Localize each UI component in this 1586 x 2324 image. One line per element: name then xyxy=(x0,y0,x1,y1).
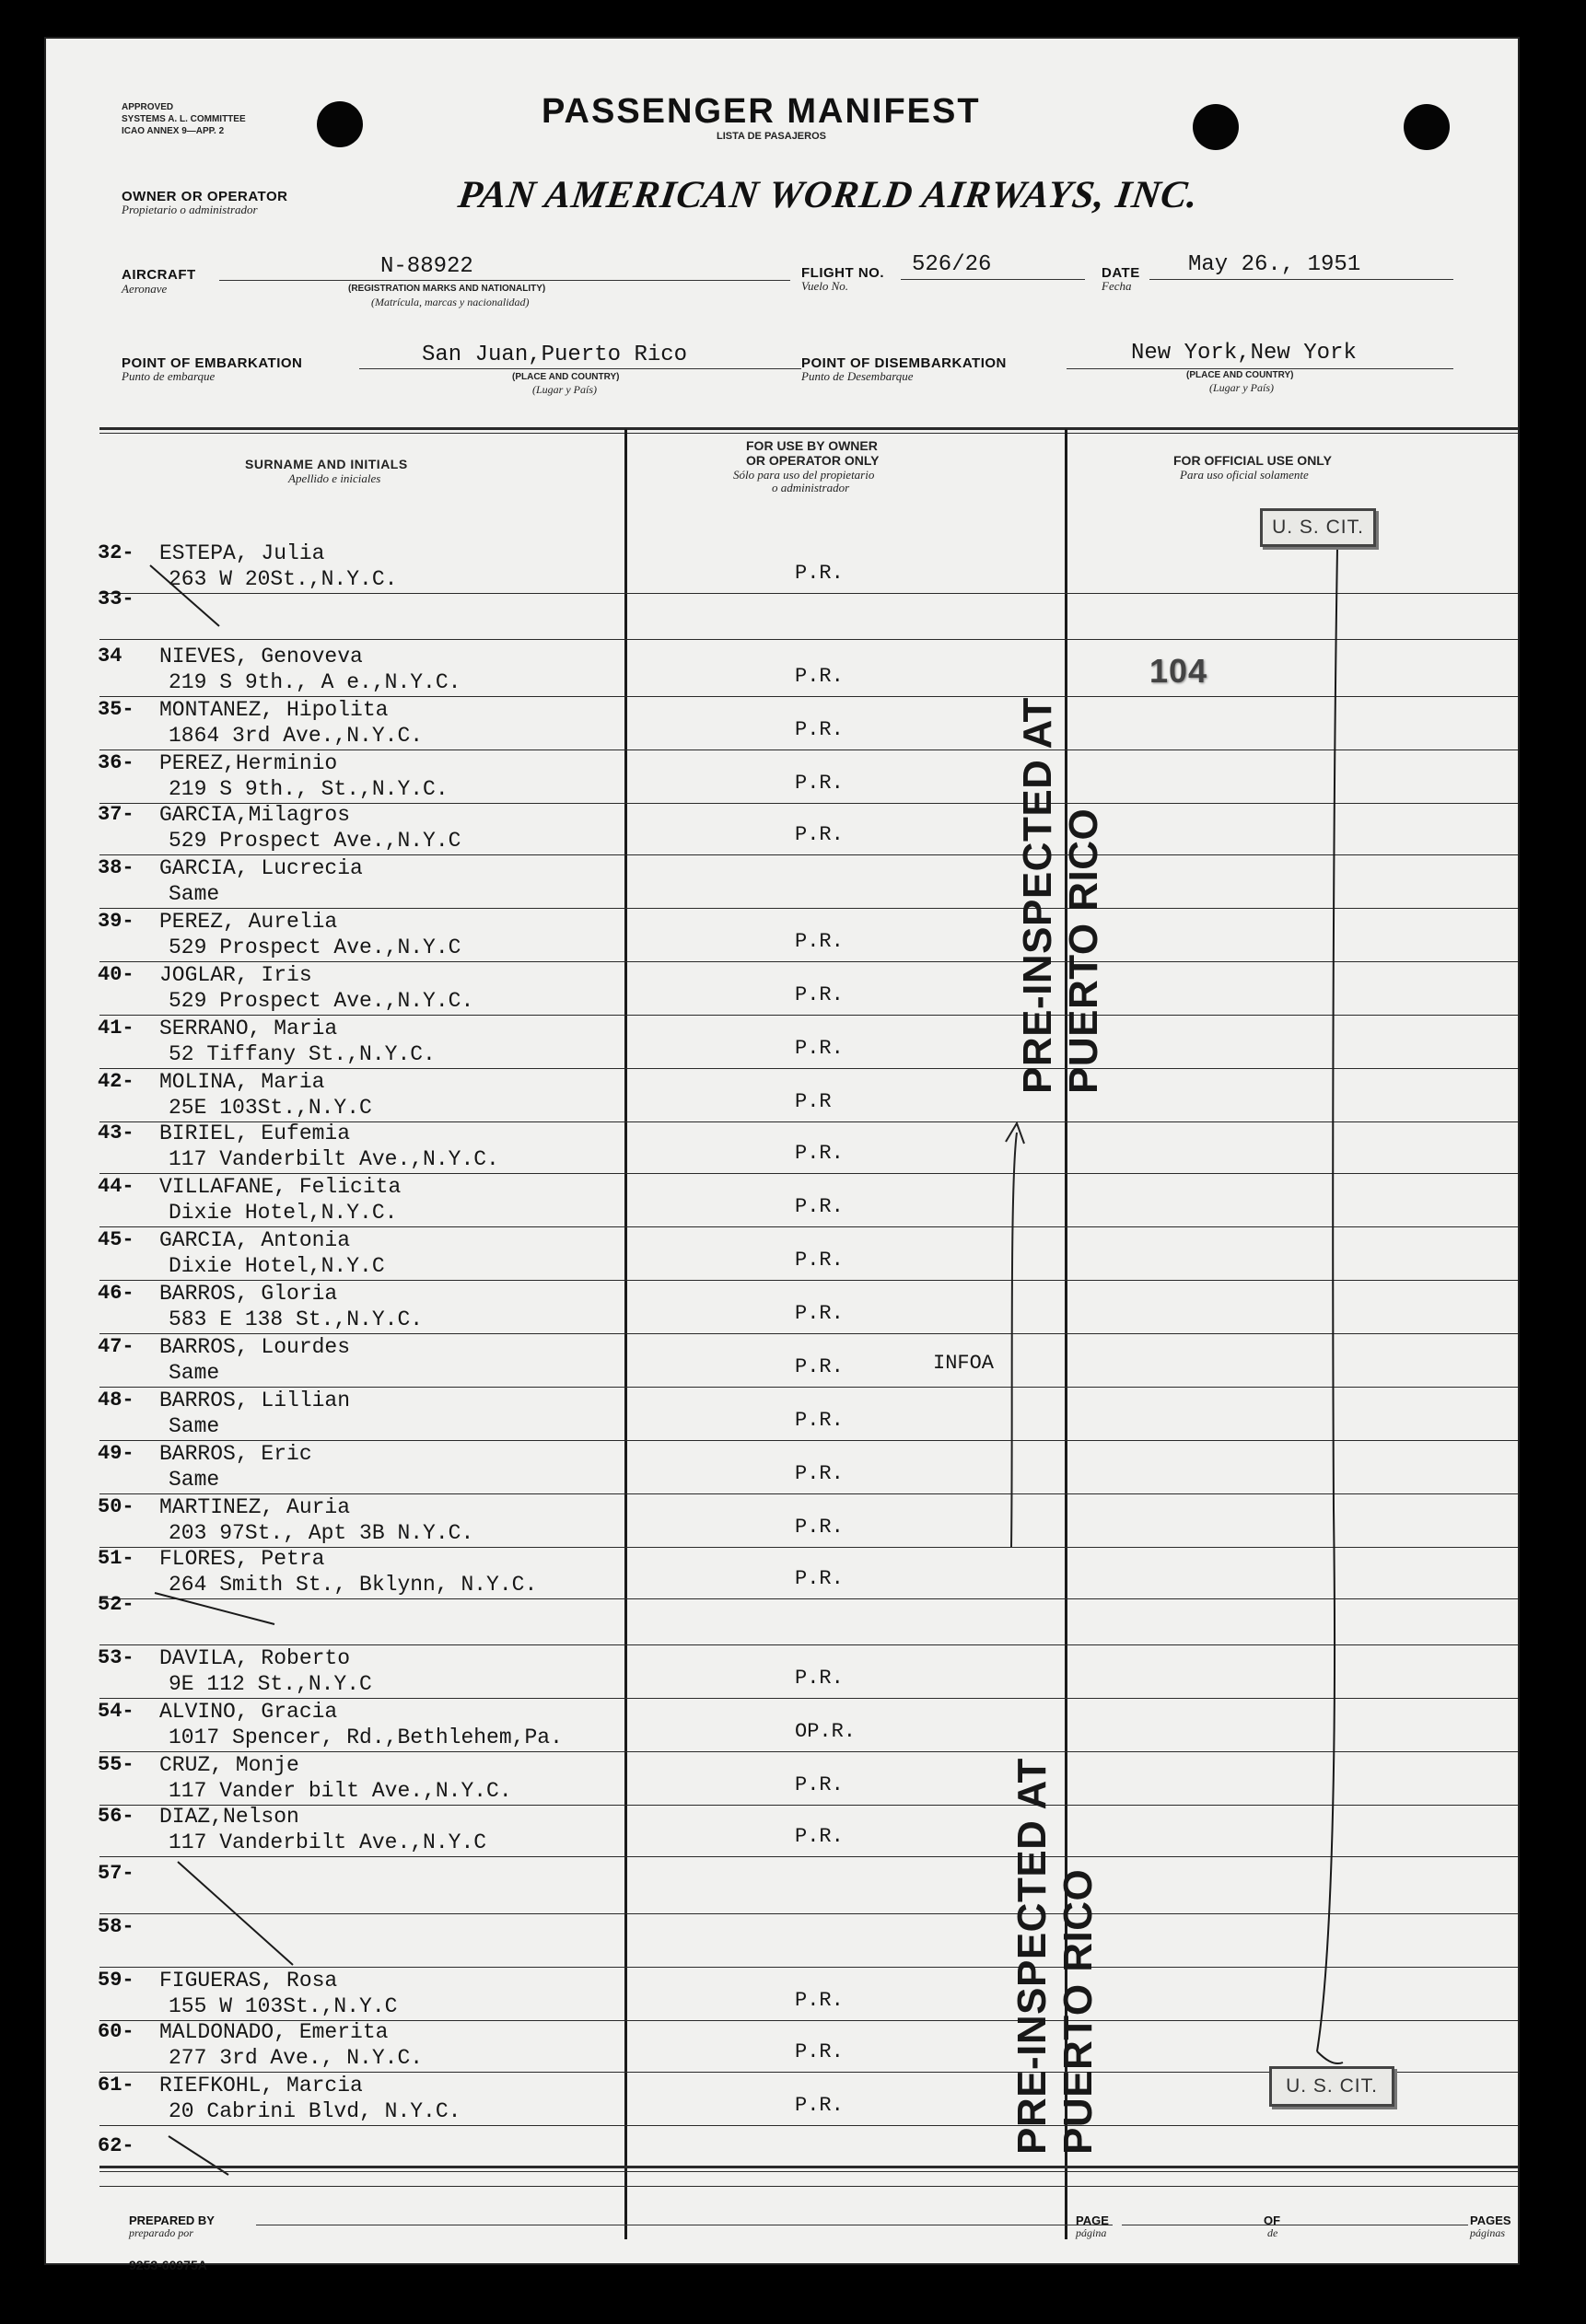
flight-value: 526/26 xyxy=(912,252,992,277)
us-cit-connector-tail xyxy=(1317,2051,1343,2063)
passenger-number: 62- xyxy=(98,2134,134,2157)
us-cit-stamp-top: U. S. CIT. xyxy=(1260,508,1376,547)
passenger-address: 529 Prospect Ave.,N.Y.C. xyxy=(169,989,474,1013)
passenger-number: 57- xyxy=(98,1862,134,1885)
passenger-name: BARROS, Lillian xyxy=(159,1389,351,1412)
passenger-name: ESTEPA, Julia xyxy=(159,541,325,565)
passenger-origin-code: P.R. xyxy=(795,1516,844,1539)
passenger-name: BARROS, Eric xyxy=(159,1442,312,1466)
passenger-number: 32- xyxy=(98,541,134,564)
passenger-origin-code: P.R. xyxy=(795,1409,844,1432)
strike-row-57-58 xyxy=(178,1862,293,1965)
passenger-number: 39- xyxy=(98,910,134,933)
passenger-number: 36- xyxy=(98,751,134,774)
stamp-connector-arrow xyxy=(1006,1123,1024,1144)
passenger-name: MONTANEZ, Hipolita xyxy=(159,698,389,722)
passenger-number: 54- xyxy=(98,1700,134,1723)
passenger-number: 55- xyxy=(98,1753,134,1776)
passenger-address: 203 97St., Apt 3B N.Y.C. xyxy=(169,1521,474,1545)
flight-label: FLIGHT NO. xyxy=(801,265,884,281)
passenger-origin-code: P.R. xyxy=(795,1355,844,1378)
passenger-address: Same xyxy=(169,1468,220,1492)
passenger-number: 34 xyxy=(98,645,122,668)
aircraft-caption-es: (Matrícula, marcas y nacionalidad) xyxy=(371,296,530,308)
passenger-name: MARTINEZ, Auria xyxy=(159,1495,351,1519)
manifest-sheet xyxy=(44,37,1520,2272)
passenger-origin-code: P.R. xyxy=(795,665,844,688)
passenger-name: FLORES, Petra xyxy=(159,1547,325,1571)
passenger-address: 117 Vander bilt Ave.,N.Y.C. xyxy=(169,1779,512,1803)
passenger-name: MALDONADO, Emerita xyxy=(159,2020,389,2044)
embarkation-caption: (PLACE AND COUNTRY) xyxy=(512,372,620,382)
disembarkation-caption: (PLACE AND COUNTRY) xyxy=(1186,370,1294,380)
owner-label-es: Propietario o administrador xyxy=(122,203,258,216)
passenger-address: 155 W 103St.,N.Y.C xyxy=(169,1994,398,2018)
pages-label-es: páginas xyxy=(1470,2226,1506,2239)
strike-row-33 xyxy=(150,565,219,626)
passenger-number: 44- xyxy=(98,1175,134,1198)
passenger-name: PEREZ, Aurelia xyxy=(159,910,338,934)
approval-line-3: ICAO ANNEX 9—APP. 2 xyxy=(122,126,225,136)
passenger-name: BIRIEL, Eufemia xyxy=(159,1121,351,1145)
passenger-origin-code: P.R. xyxy=(795,2040,844,2063)
passenger-origin-code: P.R. xyxy=(795,1567,844,1590)
passenger-origin-code: OP.R. xyxy=(795,1720,857,1743)
page-subtitle: LISTA DE PASAJEROS xyxy=(717,131,826,142)
passenger-address: Same xyxy=(169,1414,220,1438)
date-label: DATE xyxy=(1102,265,1140,281)
passenger-name: NIEVES, Genoveva xyxy=(159,645,363,668)
page-label-es: página xyxy=(1076,2226,1107,2239)
passenger-number: 38- xyxy=(98,856,134,879)
flight-label-es: Vuelo No. xyxy=(801,279,849,293)
passenger-origin-code: P.R. xyxy=(795,1037,844,1060)
passenger-address: 20 Cabrini Blvd, N.Y.C. xyxy=(169,2099,461,2123)
passenger-name: PEREZ,Herminio xyxy=(159,751,338,775)
col-official-header: FOR OFFICIAL USE ONLY xyxy=(1173,453,1332,468)
passenger-number: 51- xyxy=(98,1547,134,1570)
col-owner-header-1: FOR USE BY OWNER xyxy=(746,438,878,453)
passenger-number: 50- xyxy=(98,1495,134,1518)
owner-value: PAN AMERICAN WORLD AIRWAYS, INC. xyxy=(455,174,1202,216)
passenger-address: 583 E 138 St.,N.Y.C. xyxy=(169,1307,424,1331)
passenger-name: JOGLAR, Iris xyxy=(159,963,312,987)
passenger-number: 35- xyxy=(98,698,134,721)
passenger-number: 52- xyxy=(98,1593,134,1616)
passenger-number: 46- xyxy=(98,1282,134,1305)
passenger-name: ALVINO, Gracia xyxy=(159,1700,338,1724)
passenger-note: INFOA xyxy=(933,1352,995,1375)
passenger-number: 42- xyxy=(98,1070,134,1093)
passenger-name: BARROS, Lourdes xyxy=(159,1335,351,1359)
of-label-es: de xyxy=(1267,2226,1278,2239)
col-owner-header-es-2: o administrador xyxy=(772,481,850,494)
passenger-origin-code: P.R. xyxy=(795,2094,844,2117)
passenger-number: 45- xyxy=(98,1228,134,1251)
owner-label: OWNER OR OPERATOR xyxy=(122,189,288,204)
passenger-address: Same xyxy=(169,1361,220,1385)
passenger-name: SERRANO, Maria xyxy=(159,1017,338,1040)
embarkation-label: POINT OF EMBARKATION xyxy=(122,355,303,371)
aircraft-caption: (REGISTRATION MARKS AND NATIONALITY) xyxy=(348,284,546,294)
aircraft-label-es: Aeronave xyxy=(122,282,168,296)
passenger-origin-code: P.R. xyxy=(795,718,844,741)
passenger-address: Dixie Hotel,N.Y.C xyxy=(169,1254,385,1278)
us-cit-connector-line xyxy=(1317,549,1337,2051)
passenger-address: 1017 Spencer, Rd.,Bethlehem,Pa. xyxy=(169,1726,563,1749)
passenger-origin-code: P.R. xyxy=(795,1249,844,1272)
passenger-origin-code: P.R. xyxy=(795,1142,844,1165)
table-bottom-rule xyxy=(99,2166,1518,2168)
stamp-connector-line xyxy=(1011,1133,1017,1547)
official-number-stamp: 104 xyxy=(1149,652,1208,690)
col-owner-header-2: OR OPERATOR ONLY xyxy=(746,453,880,468)
col-owner-header-es-1: Sólo para uso del propietario xyxy=(733,468,875,482)
passenger-address: 219 S 9th., St.,N.Y.C. xyxy=(169,777,449,801)
passenger-address: 263 W 20St.,N.Y.C. xyxy=(169,567,398,591)
preinspected-stamp-bottom: PRE-INSPECTED AT PUERTO RICO xyxy=(1009,1758,1101,2155)
passenger-origin-code: P.R. xyxy=(795,562,844,585)
col-surname-header: SURNAME AND INITIALS xyxy=(245,457,408,471)
passenger-origin-code: P.R. xyxy=(795,1825,844,1848)
strike-row-52 xyxy=(155,1593,274,1624)
passenger-address: 529 Prospect Ave.,N.Y.C xyxy=(169,935,461,959)
prepared-by-label: PREPARED BY xyxy=(129,2214,215,2227)
passenger-address: 1864 3rd Ave.,N.Y.C. xyxy=(169,724,424,748)
passenger-origin-code: P.R. xyxy=(795,1195,844,1218)
passenger-origin-code: P.R. xyxy=(795,930,844,953)
passenger-number: 37- xyxy=(98,803,134,826)
disembarkation-caption-es: (Lugar y País) xyxy=(1209,381,1274,394)
col-official-header-es: Para uso oficial solamente xyxy=(1180,468,1309,482)
passenger-name: GARCIA, Antonia xyxy=(159,1228,351,1252)
passenger-number: 58- xyxy=(98,1915,134,1938)
passenger-number: 49- xyxy=(98,1442,134,1465)
col-surname-header-es: Apellido e iniciales xyxy=(288,471,381,485)
passenger-name: BARROS, Gloria xyxy=(159,1282,338,1306)
pages-label: PAGES xyxy=(1470,2214,1511,2227)
passenger-address: 529 Prospect Ave.,N.Y.C xyxy=(169,829,461,853)
passenger-address: 52 Tiffany St.,N.Y.C. xyxy=(169,1042,436,1066)
approval-line-1: APPROVED xyxy=(122,102,174,112)
passenger-origin-code: P.R. xyxy=(795,1462,844,1485)
page-label: PAGE xyxy=(1076,2214,1109,2227)
passenger-origin-code: P.R. xyxy=(795,772,844,795)
passenger-origin-code: P.R. xyxy=(795,823,844,846)
date-value: May 26., 1951 xyxy=(1188,252,1361,277)
prepared-by-label-es: preparado por xyxy=(129,2226,193,2239)
passenger-origin-code: P.R. xyxy=(795,1667,844,1690)
passenger-origin-code: P.R. xyxy=(795,1302,844,1325)
passenger-address: 9E 112 St.,N.Y.C xyxy=(169,1672,372,1696)
passenger-number: 48- xyxy=(98,1389,134,1412)
disembarkation-label-es: Punto de Desembarque xyxy=(801,369,914,383)
passenger-number: 56- xyxy=(98,1805,134,1828)
passenger-number: 60- xyxy=(98,2020,134,2043)
passenger-origin-code: P.R. xyxy=(795,983,844,1006)
passenger-origin-code: P.R. xyxy=(795,1773,844,1796)
passenger-number: 53- xyxy=(98,1646,134,1669)
disembarkation-value: New York,New York xyxy=(1131,341,1357,366)
embarkation-caption-es: (Lugar y País) xyxy=(532,383,597,396)
strike-row-62 xyxy=(169,2136,228,2175)
passenger-number: 33- xyxy=(98,587,134,610)
passenger-address: 117 Vanderbilt Ave.,N.Y.C xyxy=(169,1830,487,1854)
passenger-address: 25E 103St.,N.Y.C xyxy=(169,1096,372,1120)
passenger-name: FIGUERAS, Rosa xyxy=(159,1969,338,1993)
passenger-name: GARCIA,Milagros xyxy=(159,803,351,827)
embarkation-label-es: Punto de embarque xyxy=(122,369,216,383)
passenger-number: 61- xyxy=(98,2074,134,2097)
table-bottom-rule-2 xyxy=(99,2171,1518,2172)
preinspected-stamp-top: PRE-INSPECTED AT PUERTO RICO xyxy=(1015,697,1106,1094)
passenger-address: Dixie Hotel,N.Y.C. xyxy=(169,1201,398,1225)
passenger-name: DAVILA, Roberto xyxy=(159,1646,351,1670)
aircraft-label: AIRCRAFT xyxy=(122,267,196,283)
passenger-name: RIEFKOHL, Marcia xyxy=(159,2074,363,2097)
passenger-address: 219 S 9th., A e.,N.Y.C. xyxy=(169,670,461,694)
passenger-address: Same xyxy=(169,882,220,906)
passenger-number: 41- xyxy=(98,1017,134,1040)
passenger-number: 59- xyxy=(98,1969,134,1992)
passenger-address: 277 3rd Ave., N.Y.C. xyxy=(169,2046,424,2070)
passenger-name: GARCIA, Lucrecia xyxy=(159,856,363,880)
form-number: 9253-60975A xyxy=(129,2258,207,2272)
passenger-origin-code: P.R xyxy=(795,1090,832,1113)
us-cit-stamp-bottom: U. S. CIT. xyxy=(1269,2066,1394,2107)
passenger-number: 43- xyxy=(98,1121,134,1145)
passenger-number: 47- xyxy=(98,1335,134,1358)
aircraft-value: N-88922 xyxy=(380,254,473,279)
passenger-name: DIAZ,Nelson xyxy=(159,1805,299,1829)
passenger-origin-code: P.R. xyxy=(795,1989,844,2012)
passenger-name: MOLINA, Maria xyxy=(159,1070,325,1094)
date-label-es: Fecha xyxy=(1102,279,1132,293)
disembarkation-label: POINT OF DISEMBARKATION xyxy=(801,355,1007,371)
page-title: PASSENGER MANIFEST xyxy=(542,92,981,131)
of-label: OF xyxy=(1264,2214,1281,2227)
passenger-name: VILLAFANE, Felicita xyxy=(159,1175,402,1199)
passenger-number: 40- xyxy=(98,963,134,986)
passenger-address: 117 Vanderbilt Ave.,N.Y.C. xyxy=(169,1147,499,1171)
blank-line-strikes xyxy=(44,37,1520,2265)
passenger-name: CRUZ, Monje xyxy=(159,1753,299,1777)
embarkation-value: San Juan,Puerto Rico xyxy=(422,343,688,367)
passenger-address: 264 Smith St., Bklynn, N.Y.C. xyxy=(169,1573,538,1597)
approval-line-2: SYSTEMS A. L. COMMITTEE xyxy=(122,114,246,124)
